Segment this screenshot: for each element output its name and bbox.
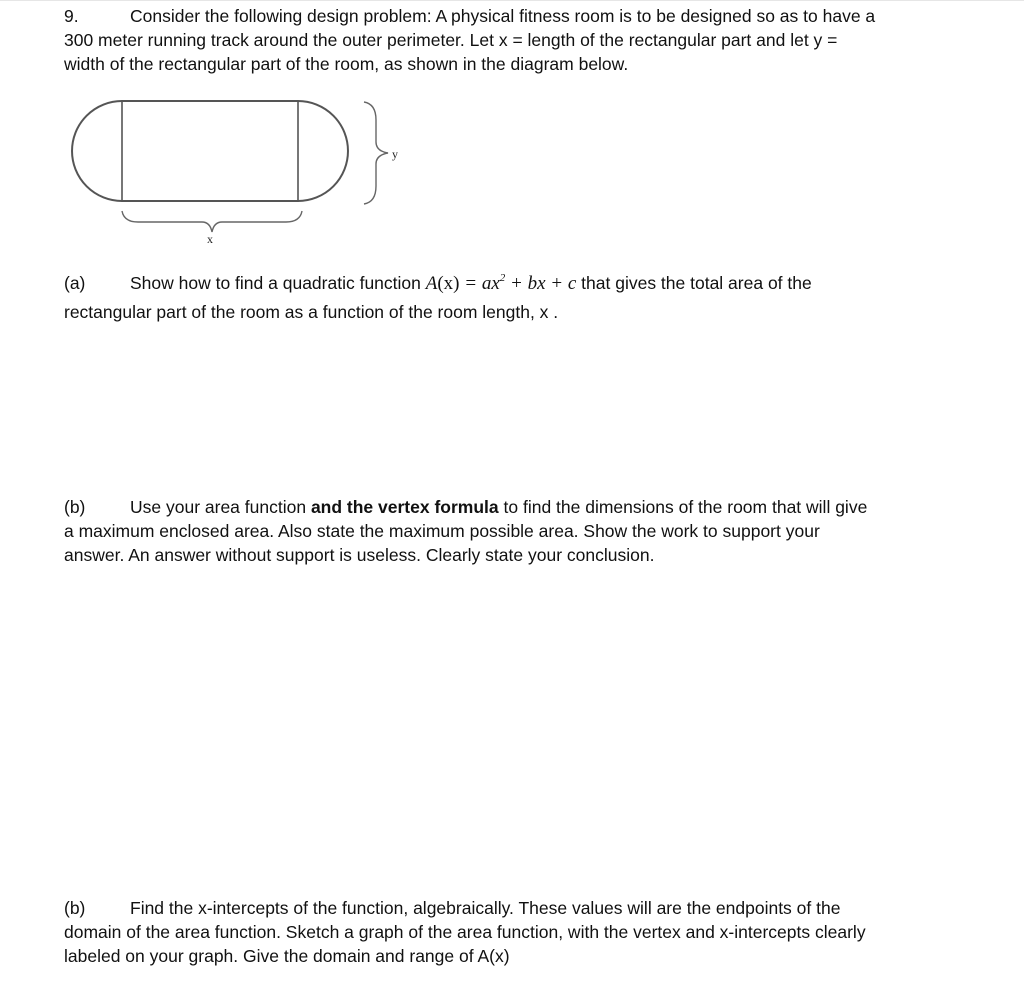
part-b2-label: (b) bbox=[64, 898, 86, 918]
formula-eq: = ax bbox=[459, 273, 500, 294]
part-b2-line-3: labeled on your graph. Give the domain and range of A(x) bbox=[64, 946, 510, 966]
part-a-text-before: Show how to find a quadratic function bbox=[130, 273, 426, 293]
formula-exponent: 2 bbox=[499, 272, 506, 284]
top-border bbox=[0, 0, 1024, 1]
y-label: y bbox=[392, 147, 398, 161]
problem-intro bbox=[64, 4, 964, 76]
part-b2-line-1 bbox=[64, 896, 964, 920]
part-b2-text-1: Find the x-intercepts of the function, algebraically. These values will are the endpoints of the bbox=[130, 898, 841, 918]
formula-arg: (x) bbox=[437, 273, 460, 294]
part-b1-line-1 bbox=[64, 495, 964, 519]
x-label: x bbox=[207, 232, 213, 246]
part-b1-line-2: a maximum enclosed area. Also state the maximum possible area. Show the work to support your bbox=[64, 521, 820, 541]
part-b1-text-before: Use your area function bbox=[130, 497, 311, 517]
intro-line-2: 300 meter running track around the outer perimeter. Let x = length of the rectangular part and let y = bbox=[64, 30, 838, 50]
problem-number: 9. bbox=[64, 6, 79, 26]
part-a bbox=[64, 271, 964, 324]
part-b1-bold: and the vertex formula bbox=[310, 497, 499, 517]
part-b-intercepts bbox=[64, 896, 964, 968]
part-a-line-2: rectangular part of the room as a function of the room length, x . bbox=[64, 302, 559, 322]
x-brace bbox=[122, 211, 302, 232]
intro-line-1 bbox=[64, 4, 964, 28]
formula-lhs: A bbox=[425, 273, 438, 294]
track-outline bbox=[72, 101, 348, 201]
part-b1-text-after: to find the dimensions of the room that will give bbox=[498, 497, 868, 517]
track-diagram bbox=[64, 94, 398, 246]
part-b2-line-2: domain of the area function. Sketch a graph of the area function, with the vertex and x-intercepts clearly bbox=[64, 922, 866, 942]
part-b-vertex bbox=[64, 495, 964, 567]
part-a-text-after: that gives the total area of the bbox=[576, 273, 812, 293]
area-formula bbox=[426, 273, 577, 294]
y-brace bbox=[364, 102, 388, 204]
formula-rest: + bx + c bbox=[505, 273, 577, 294]
part-b1-label: (b) bbox=[64, 497, 86, 517]
intro-line-3: width of the rectangular part of the room, as shown in the diagram below. bbox=[64, 54, 629, 74]
part-a-label: (a) bbox=[64, 273, 86, 293]
part-a-line-1 bbox=[64, 271, 964, 296]
part-b1-line-3: answer. An answer without support is useless. Clearly state your conclusion. bbox=[64, 545, 655, 565]
intro-text-1: Consider the following design problem: A physical fitness room is to be designed so as to have a bbox=[130, 6, 876, 26]
